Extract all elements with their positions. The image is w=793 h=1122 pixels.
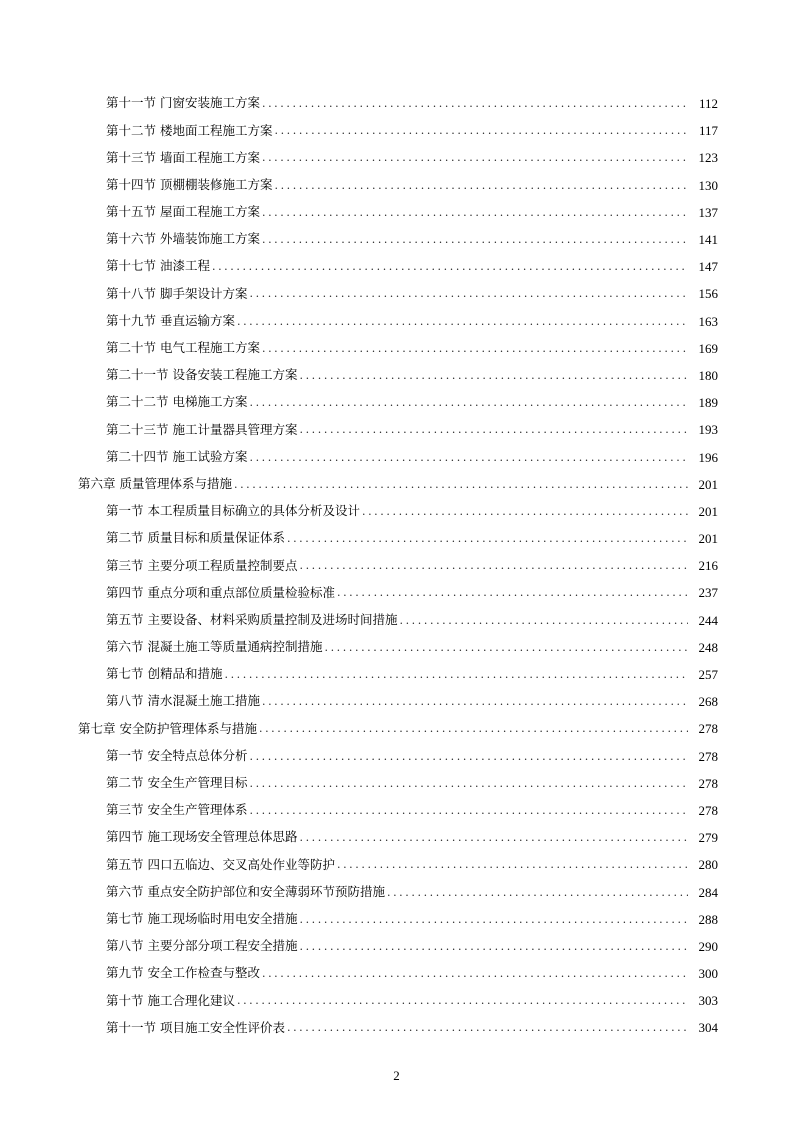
toc-entry-page-number: 163 — [698, 313, 718, 329]
toc-entry-page-number: 123 — [698, 150, 718, 166]
toc-entry-label: 第二十节 电气工程施工方案 — [106, 340, 260, 356]
toc-entry-page-number: 279 — [698, 830, 718, 846]
toc-entry-label: 第十九节 垂直运输方案 — [106, 312, 235, 328]
toc-entry-page-number: 130 — [698, 177, 718, 193]
toc-entry-page-number: 303 — [698, 993, 718, 1009]
toc-section-entry[interactable] — [0, 308, 793, 335]
toc-entry-page-number: 201 — [698, 476, 718, 492]
toc-dot-leader — [337, 587, 688, 598]
toc-dot-leader — [237, 995, 688, 1006]
toc-entry-label: 第十七节 油漆工程 — [106, 258, 210, 274]
toc-entry-label: 第二十二节 电梯施工方案 — [106, 394, 248, 410]
toc-entry-label: 第二十三节 施工计量器具管理方案 — [106, 421, 298, 437]
toc-section-entry[interactable] — [0, 226, 793, 253]
toc-dot-leader — [249, 397, 688, 408]
toc-dot-leader — [249, 805, 688, 816]
toc-dot-leader — [299, 560, 688, 571]
toc-dot-leader — [299, 370, 688, 381]
toc-dot-leader — [399, 615, 688, 626]
toc-entry-page-number: 156 — [698, 286, 718, 302]
toc-dot-leader — [262, 152, 688, 163]
toc-entry-page-number: 141 — [698, 232, 718, 248]
toc-section-entry[interactable] — [0, 987, 793, 1014]
toc-entry-label: 第一节 本工程质量目标确立的具体分析及设计 — [106, 503, 360, 519]
toc-dot-leader — [287, 1022, 688, 1033]
toc-section-entry[interactable] — [0, 90, 793, 117]
toc-entry-label: 第十三节 墙面工程施工方案 — [106, 149, 260, 165]
toc-entry-label: 第十六节 外墙装饰施工方案 — [106, 231, 260, 247]
toc-section-entry[interactable] — [0, 362, 793, 389]
toc-entry-page-number: 112 — [698, 96, 718, 112]
toc-section-entry[interactable] — [0, 443, 793, 470]
toc-entry-label: 第六节 重点安全防护部位和安全薄弱环节预防措施 — [106, 883, 385, 899]
toc-entry-page-number: 216 — [698, 558, 718, 574]
toc-entry-page-number: 278 — [698, 721, 718, 737]
toc-section-entry[interactable] — [0, 933, 793, 960]
toc-entry-label: 第五节 主要设备、材料采购质量控制及进场时间措施 — [106, 611, 398, 627]
toc-entry-label: 第十五节 屋面工程施工方案 — [106, 204, 260, 220]
toc-section-entry[interactable] — [0, 389, 793, 416]
toc-entry-page-number: 248 — [698, 639, 718, 655]
toc-entry-label: 第十节 施工合理化建议 — [106, 992, 235, 1008]
toc-dot-leader — [262, 207, 688, 218]
toc-entry-page-number: 193 — [698, 422, 718, 438]
toc-entry-label: 第七节 施工现场临时用电安全措施 — [106, 910, 298, 926]
toc-dot-leader — [299, 941, 688, 952]
toc-entry-label: 第七章 安全防护管理体系与措施 — [78, 720, 257, 736]
toc-entry-page-number: 137 — [698, 204, 718, 220]
toc-entry-label: 第四节 施工现场安全管理总体思路 — [106, 829, 298, 845]
toc-section-entry[interactable] — [0, 960, 793, 987]
toc-dot-leader — [262, 696, 688, 707]
toc-section-entry[interactable] — [0, 824, 793, 851]
toc-entry-label: 第八节 主要分部分项工程安全措施 — [106, 938, 298, 954]
toc-entry-label: 第三节 主要分项工程质量控制要点 — [106, 557, 298, 573]
toc-entry-page-number: 196 — [698, 449, 718, 465]
toc-dot-leader — [274, 180, 688, 191]
toc-section-entry[interactable] — [0, 552, 793, 579]
toc-section-entry[interactable] — [0, 743, 793, 770]
toc-section-entry[interactable] — [0, 579, 793, 606]
toc-section-entry[interactable] — [0, 525, 793, 552]
toc-section-entry[interactable] — [0, 688, 793, 715]
toc-entry-label: 第二十四节 施工试验方案 — [106, 448, 248, 464]
toc-entry-page-number: 278 — [698, 802, 718, 818]
toc-section-entry[interactable] — [0, 607, 793, 634]
toc-dot-leader — [249, 778, 688, 789]
toc-section-entry[interactable] — [0, 172, 793, 199]
toc-dot-leader — [362, 506, 688, 517]
toc-entry-page-number: 257 — [698, 667, 718, 683]
toc-dot-leader — [249, 288, 688, 299]
toc-entry-label: 第二节 质量目标和质量保证体系 — [106, 530, 285, 546]
toc-section-entry[interactable] — [0, 906, 793, 933]
toc-entry-label: 第十一节 门窗安装施工方案 — [106, 95, 260, 111]
toc-entry-label: 第十八节 脚手架设计方案 — [106, 285, 248, 301]
toc-dot-leader — [234, 479, 688, 490]
toc-entry-page-number: 180 — [698, 367, 718, 383]
toc-entry-label: 第六节 混凝土施工等质量通病控制措施 — [106, 639, 323, 655]
toc-entry-page-number: 201 — [698, 531, 718, 547]
toc-entry-label: 第二十一节 设备安装工程施工方案 — [106, 367, 298, 383]
toc-section-entry[interactable] — [0, 144, 793, 171]
toc-entry-label: 第九节 安全工作检查与整改 — [106, 965, 260, 981]
toc-entry-page-number: 201 — [698, 503, 718, 519]
toc-entry-page-number: 288 — [698, 911, 718, 927]
toc-entry-page-number: 278 — [698, 775, 718, 791]
toc-section-entry[interactable] — [0, 253, 793, 280]
toc-dot-leader — [262, 98, 688, 109]
toc-section-entry[interactable] — [0, 416, 793, 443]
toc-entry-label: 第十四节 顶棚棚装修施工方案 — [106, 176, 273, 192]
toc-entry-label: 第一节 安全特点总体分析 — [106, 747, 248, 763]
toc-entry-label: 第三节 安全生产管理体系 — [106, 802, 248, 818]
toc-dot-leader — [262, 234, 688, 245]
toc-section-entry[interactable] — [0, 878, 793, 905]
toc-section-entry[interactable] — [0, 117, 793, 144]
toc-entry-label: 第五节 四口五临边、交叉高处作业等防护 — [106, 856, 335, 872]
toc-dot-leader — [299, 424, 688, 435]
toc-dot-leader — [299, 914, 688, 925]
toc-dot-leader — [249, 452, 688, 463]
toc-entry-page-number: 268 — [698, 694, 718, 710]
toc-section-entry[interactable] — [0, 1014, 793, 1041]
toc-dot-leader — [262, 343, 688, 354]
toc-dot-leader — [224, 669, 688, 680]
toc-dot-leader — [262, 968, 688, 979]
table-of-contents — [0, 90, 793, 1042]
toc-entry-page-number: 117 — [698, 123, 718, 139]
toc-entry-label: 第十二节 楼地面工程施工方案 — [106, 122, 273, 138]
toc-section-entry[interactable] — [0, 335, 793, 362]
toc-entry-label: 第十一节 项目施工安全性评价表 — [106, 1019, 285, 1035]
toc-entry-page-number: 169 — [698, 340, 718, 356]
toc-dot-leader — [387, 887, 688, 898]
toc-entry-page-number: 284 — [698, 884, 718, 900]
toc-dot-leader — [287, 533, 688, 544]
toc-entry-page-number: 280 — [698, 857, 718, 873]
toc-dot-leader — [274, 125, 688, 136]
toc-chapter-entry[interactable] — [0, 715, 793, 742]
toc-dot-leader — [299, 832, 688, 843]
toc-chapter-entry[interactable] — [0, 471, 793, 498]
toc-entry-label: 第八节 清水混凝土施工措施 — [106, 693, 260, 709]
toc-section-entry[interactable] — [0, 797, 793, 824]
toc-section-entry[interactable] — [0, 199, 793, 226]
toc-entry-page-number: 189 — [698, 395, 718, 411]
toc-dot-leader — [212, 261, 688, 272]
toc-dot-leader — [259, 723, 688, 734]
toc-section-entry[interactable] — [0, 851, 793, 878]
toc-entry-page-number: 237 — [698, 585, 718, 601]
toc-entry-page-number: 147 — [698, 259, 718, 275]
toc-section-entry[interactable] — [0, 770, 793, 797]
page-number: 2 — [393, 1068, 400, 1083]
toc-entry-page-number: 290 — [698, 938, 718, 954]
toc-section-entry[interactable] — [0, 661, 793, 688]
toc-dot-leader — [337, 859, 688, 870]
toc-entry-page-number: 304 — [698, 1020, 718, 1036]
toc-section-entry[interactable] — [0, 634, 793, 661]
toc-entry-label: 第二节 安全生产管理目标 — [106, 775, 248, 791]
toc-dot-leader — [237, 316, 688, 327]
toc-entry-label: 第四节 重点分项和重点部位质量检验标准 — [106, 584, 335, 600]
toc-section-entry[interactable] — [0, 498, 793, 525]
toc-dot-leader — [324, 642, 688, 653]
toc-entry-label: 第六章 质量管理体系与措施 — [78, 475, 232, 491]
toc-entry-page-number: 278 — [698, 748, 718, 764]
toc-section-entry[interactable] — [0, 280, 793, 307]
toc-entry-page-number: 300 — [698, 966, 718, 982]
toc-entry-page-number: 244 — [698, 612, 718, 628]
toc-entry-label: 第七节 创精品和措施 — [106, 666, 223, 682]
toc-dot-leader — [249, 751, 688, 762]
